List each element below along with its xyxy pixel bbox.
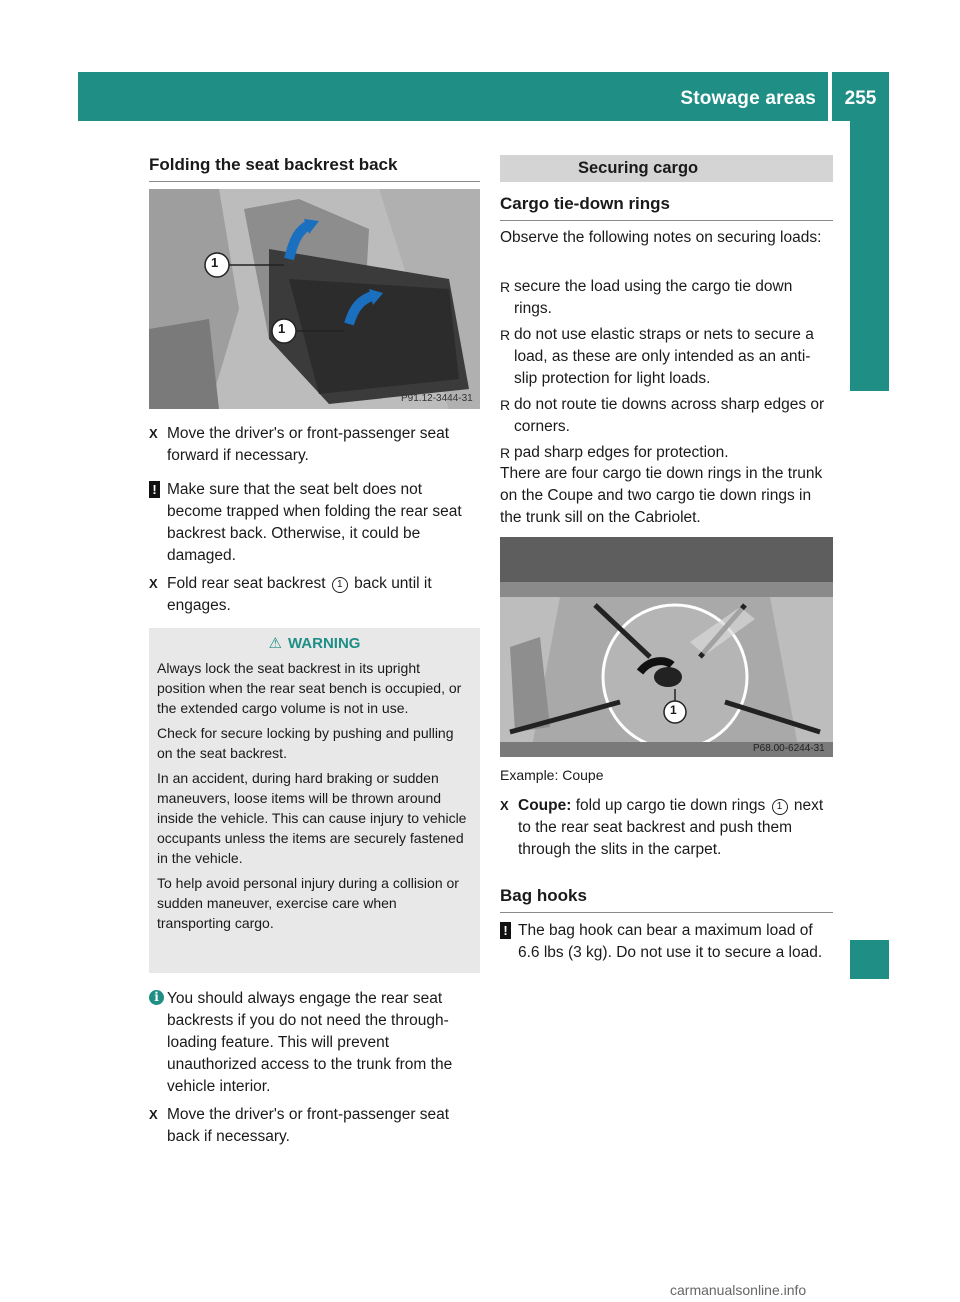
subheading-tie-down-rings: Cargo tie-down rings bbox=[500, 194, 833, 221]
callout-1b: 1 bbox=[278, 321, 286, 336]
step-move-seat-forward: X Move the driver's or front-passenger seat forward if necessary. bbox=[149, 425, 450, 464]
photo-id-2: P68.00-6244-31 bbox=[753, 743, 825, 754]
callout-1c: 1 bbox=[670, 703, 677, 717]
step-text-a: Fold rear seat backrest bbox=[167, 575, 326, 592]
photo-seat-backrest bbox=[149, 189, 480, 409]
info-icon: i bbox=[149, 990, 164, 1005]
warning-paragraph: Check for secure locking by pushing and pulling on the seat backrest. bbox=[157, 725, 454, 761]
section-band-securing-cargo: Securing cargo bbox=[500, 155, 833, 182]
step-fold-backrest: X Fold rear seat backrest 1 back until it engages. bbox=[149, 575, 432, 614]
note-mark: ! bbox=[500, 922, 511, 939]
list-item: R do not route tie downs across sharp edges or corners. bbox=[500, 394, 833, 438]
note-text: Make sure that the seat belt does not become trapped when folding the rear seat backrest back. Otherwise, it could be damaged. bbox=[167, 481, 462, 564]
intro-text: Observe the following notes on securing loads: bbox=[500, 229, 822, 246]
side-marker bbox=[850, 940, 889, 979]
subheading-bag-hooks: Bag hooks bbox=[500, 886, 833, 913]
step-coupe: X Coupe: fold up cargo tie down rings 1 next to the rear seat backrest and push them through the slits in the carpet. bbox=[500, 797, 824, 858]
warning-paragraph: In an accident, during hard braking or sudden maneuvers, loose items will be thrown around inside the vehicle. This can cause injury to vehicle occupants unless the items are securely fastened in the vehicle. bbox=[157, 770, 467, 866]
side-section-label: Stowing and features bbox=[858, 157, 879, 350]
info-text: You should always engage the rear seat backrests if you do not need the through-loading feature. This will prevent unauthorized access to the trunk from the vehicle interior. bbox=[167, 990, 453, 1095]
step-bold-label: Coupe: bbox=[518, 797, 572, 814]
warning-heading bbox=[157, 634, 472, 654]
list-item: R do not use elastic straps or nets to secure a load, as these are only intended as an anti-slip protection for light loads. bbox=[500, 324, 833, 390]
photo-id-1: P91.12-3444-31 bbox=[401, 393, 473, 404]
note-text: The bag hook can bear a maximum load of 6.6 lbs (3 kg). Do not use it to secure a load. bbox=[518, 922, 823, 961]
callout-1a: 1 bbox=[211, 255, 219, 270]
warning-box bbox=[149, 628, 480, 973]
tie-down-description: There are four cargo tie down rings in the trunk on the Coupe and two cargo tie down rings in the trunk sill on the Cabriolet. bbox=[500, 465, 823, 526]
step-text: Move the driver's or front-passenger seat forward if necessary. bbox=[167, 425, 450, 464]
step-text: Move the driver's or front-passenger seat back if necessary. bbox=[167, 1106, 450, 1145]
note-mark: ! bbox=[149, 481, 160, 498]
warning-triangle-icon: ⚠ bbox=[268, 635, 282, 652]
step-text-b: back until it engages. bbox=[167, 575, 432, 614]
cargo-notes-list bbox=[500, 276, 833, 468]
footer-watermark: carmanualsonline.info bbox=[670, 1282, 807, 1298]
trunk-tie-down-illustration bbox=[500, 537, 833, 757]
info-note bbox=[149, 988, 480, 1098]
list-item: R pad sharp edges for protection. bbox=[500, 442, 833, 464]
page-number: 255 bbox=[832, 72, 889, 121]
section-heading-folding: Folding the seat backrest back bbox=[149, 155, 480, 182]
photo-trunk bbox=[500, 537, 833, 757]
seat-backrest-illustration bbox=[149, 189, 480, 409]
warning-paragraph: Always lock the seat backrest in its upright position when the rear seat bench is occupied, or the extended cargo volume is not in use. bbox=[157, 660, 462, 716]
warning-paragraph: To help avoid personal injury during a collision or sudden maneuver, exercise care when transporting cargo. bbox=[157, 875, 459, 931]
callout-inline: 1 bbox=[332, 577, 348, 593]
step-text-b: next to the rear seat backrest and push them through the slits in the carpet. bbox=[518, 797, 824, 858]
callout-inline: 1 bbox=[772, 799, 788, 815]
photo-caption: Example: Coupe bbox=[500, 767, 604, 783]
running-header-title: Stowage areas bbox=[78, 72, 828, 121]
warning-title: WARNING bbox=[287, 635, 361, 652]
step-text-a: fold up cargo tie down rings bbox=[575, 797, 766, 814]
note-seat-belt bbox=[149, 479, 480, 567]
step-move-seat-back: X Move the driver's or front-passenger seat back if necessary. bbox=[149, 1106, 450, 1145]
note-bag-hook bbox=[500, 920, 833, 964]
list-item: R secure the load using the cargo tie down rings. bbox=[500, 276, 833, 320]
